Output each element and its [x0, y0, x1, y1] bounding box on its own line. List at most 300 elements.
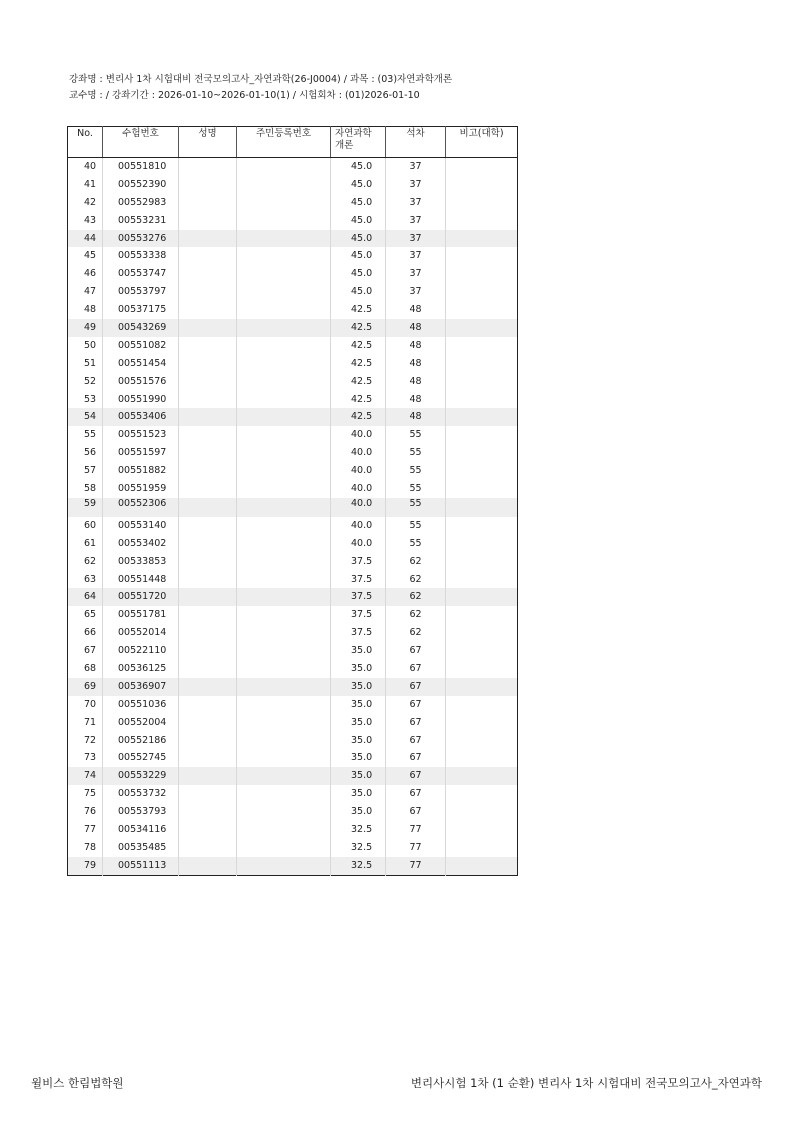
score-cell: 40.0 [331, 480, 386, 498]
resident-number-cell [237, 194, 331, 212]
resident-number-cell [237, 803, 331, 821]
exam-number-cell: 00551720 [103, 588, 179, 606]
exam-number-cell: 00551882 [103, 462, 179, 480]
row-number: 54 [68, 408, 103, 426]
rank-cell: 67 [386, 696, 446, 714]
name-cell [179, 678, 237, 696]
table-row [68, 660, 518, 678]
score-cell: 40.0 [331, 498, 386, 517]
score-cell: 35.0 [331, 767, 386, 785]
table-row [68, 839, 518, 857]
resident-number-cell [237, 408, 331, 426]
score-cell: 32.5 [331, 839, 386, 857]
row-number: 78 [68, 839, 103, 857]
table-row [68, 750, 518, 768]
exam-number-cell: 00536907 [103, 678, 179, 696]
row-number: 40 [68, 158, 103, 176]
resident-number-cell [237, 732, 331, 750]
name-cell [179, 498, 237, 517]
remarks-cell [446, 194, 518, 212]
resident-number-cell [237, 176, 331, 194]
name-cell [179, 767, 237, 785]
score-cell: 45.0 [331, 247, 386, 265]
row-number: 66 [68, 624, 103, 642]
remarks-cell [446, 660, 518, 678]
score-cell: 37.5 [331, 606, 386, 624]
exam-number-cell: 00552390 [103, 176, 179, 194]
score-cell: 35.0 [331, 750, 386, 768]
table-row [68, 337, 518, 355]
table-row [68, 194, 518, 212]
exam-number-cell: 00536125 [103, 660, 179, 678]
name-cell [179, 714, 237, 732]
name-cell [179, 571, 237, 589]
rank-cell: 67 [386, 642, 446, 660]
score-cell: 35.0 [331, 660, 386, 678]
resident-number-cell [237, 571, 331, 589]
remarks-cell [446, 462, 518, 480]
name-cell [179, 265, 237, 283]
score-cell: 35.0 [331, 678, 386, 696]
score-cell: 35.0 [331, 714, 386, 732]
resident-number-cell [237, 480, 331, 498]
rank-cell: 67 [386, 732, 446, 750]
table-row [68, 624, 518, 642]
table-row [68, 247, 518, 265]
col-header-subject: 자연과학 개론 [331, 127, 386, 158]
rank-cell: 55 [386, 426, 446, 444]
rank-cell: 77 [386, 839, 446, 857]
footer-academy-name: 윌비스 한림법학원 [31, 1076, 124, 1090]
row-number: 56 [68, 444, 103, 462]
resident-number-cell [237, 839, 331, 857]
rank-cell: 67 [386, 660, 446, 678]
name-cell [179, 660, 237, 678]
score-cell: 37.5 [331, 571, 386, 589]
exam-number-cell: 00553338 [103, 247, 179, 265]
name-cell [179, 391, 237, 409]
table-row [68, 803, 518, 821]
row-number: 60 [68, 517, 103, 535]
resident-number-cell [237, 642, 331, 660]
score-cell: 35.0 [331, 696, 386, 714]
name-cell [179, 355, 237, 373]
table-row [68, 283, 518, 301]
name-cell [179, 606, 237, 624]
rank-cell: 48 [386, 319, 446, 337]
remarks-cell [446, 319, 518, 337]
rank-cell: 62 [386, 624, 446, 642]
exam-number-cell: 00551082 [103, 337, 179, 355]
rank-cell: 55 [386, 535, 446, 553]
resident-number-cell [237, 750, 331, 768]
rank-cell: 67 [386, 803, 446, 821]
name-cell [179, 230, 237, 248]
name-cell [179, 444, 237, 462]
rank-cell: 62 [386, 606, 446, 624]
table-row [68, 230, 518, 248]
resident-number-cell [237, 301, 331, 319]
remarks-cell [446, 642, 518, 660]
resident-number-cell [237, 319, 331, 337]
instructor-info-line: 교수명 : / 강좌기간 : 2026-01-10~2026-01-10(1) / 시험회차 : (01)2026-01-10 [69, 90, 420, 101]
remarks-cell [446, 480, 518, 498]
score-cell: 40.0 [331, 426, 386, 444]
remarks-cell [446, 767, 518, 785]
exam-number-cell: 00553793 [103, 803, 179, 821]
col-header-no: No. [68, 127, 103, 158]
row-number: 43 [68, 212, 103, 230]
row-number: 50 [68, 337, 103, 355]
rank-cell: 67 [386, 714, 446, 732]
resident-number-cell [237, 391, 331, 409]
resident-number-cell [237, 212, 331, 230]
row-number: 73 [68, 750, 103, 768]
rank-cell: 37 [386, 230, 446, 248]
rank-cell: 62 [386, 571, 446, 589]
row-number: 48 [68, 301, 103, 319]
resident-number-cell [237, 624, 331, 642]
table-row [68, 176, 518, 194]
rank-cell: 62 [386, 588, 446, 606]
rank-cell: 48 [386, 337, 446, 355]
score-cell: 35.0 [331, 732, 386, 750]
col-header-rank: 석차 [386, 127, 446, 158]
remarks-cell [446, 176, 518, 194]
score-cell: 42.5 [331, 337, 386, 355]
resident-number-cell [237, 714, 331, 732]
row-number: 72 [68, 732, 103, 750]
rank-cell: 37 [386, 247, 446, 265]
name-cell [179, 158, 237, 176]
exam-number-cell: 00551454 [103, 355, 179, 373]
row-number: 75 [68, 785, 103, 803]
row-number: 58 [68, 480, 103, 498]
resident-number-cell [237, 678, 331, 696]
row-number: 47 [68, 283, 103, 301]
rank-cell: 48 [386, 408, 446, 426]
score-cell: 37.5 [331, 588, 386, 606]
remarks-cell [446, 624, 518, 642]
name-cell [179, 588, 237, 606]
table-row [68, 571, 518, 589]
exam-number-cell: 00551523 [103, 426, 179, 444]
table-row [68, 606, 518, 624]
exam-number-cell: 00551959 [103, 480, 179, 498]
exam-number-cell: 00553276 [103, 230, 179, 248]
exam-number-cell: 00552306 [103, 498, 179, 517]
table-row [68, 714, 518, 732]
remarks-cell [446, 391, 518, 409]
name-cell [179, 624, 237, 642]
name-cell [179, 696, 237, 714]
remarks-cell [446, 785, 518, 803]
table-row [68, 732, 518, 750]
col-header-remarks: 비고(대학) [446, 127, 518, 158]
exam-number-cell: 00552745 [103, 750, 179, 768]
exam-number-cell: 00551781 [103, 606, 179, 624]
name-cell [179, 319, 237, 337]
remarks-cell [446, 355, 518, 373]
row-number: 67 [68, 642, 103, 660]
table-row [68, 678, 518, 696]
table-row [68, 212, 518, 230]
remarks-cell [446, 517, 518, 535]
score-cell: 42.5 [331, 301, 386, 319]
remarks-cell [446, 535, 518, 553]
remarks-cell [446, 821, 518, 839]
score-cell: 42.5 [331, 319, 386, 337]
remarks-cell [446, 839, 518, 857]
exam-number-cell: 00553747 [103, 265, 179, 283]
remarks-cell [446, 158, 518, 176]
table-row [68, 553, 518, 571]
rank-cell: 55 [386, 517, 446, 535]
score-cell: 40.0 [331, 444, 386, 462]
name-cell [179, 426, 237, 444]
table-row [68, 301, 518, 319]
resident-number-cell [237, 230, 331, 248]
row-number: 64 [68, 588, 103, 606]
score-cell: 37.5 [331, 553, 386, 571]
exam-number-cell: 00552014 [103, 624, 179, 642]
rank-cell: 48 [386, 355, 446, 373]
rank-cell: 48 [386, 391, 446, 409]
row-number: 79 [68, 857, 103, 875]
name-cell [179, 212, 237, 230]
rank-cell: 48 [386, 373, 446, 391]
score-cell: 35.0 [331, 785, 386, 803]
table-row [68, 265, 518, 283]
table-row [68, 821, 518, 839]
exam-number-cell: 00552004 [103, 714, 179, 732]
row-number: 76 [68, 803, 103, 821]
exam-number-cell: 00553229 [103, 767, 179, 785]
name-cell [179, 732, 237, 750]
remarks-cell [446, 301, 518, 319]
col-header-exam-number: 수험번호 [103, 127, 179, 158]
score-cell: 42.5 [331, 408, 386, 426]
row-number: 53 [68, 391, 103, 409]
exam-number-cell: 00551448 [103, 571, 179, 589]
resident-number-cell [237, 462, 331, 480]
table-row [68, 158, 518, 176]
rank-cell: 48 [386, 301, 446, 319]
score-cell: 42.5 [331, 391, 386, 409]
name-cell [179, 553, 237, 571]
score-cell: 35.0 [331, 642, 386, 660]
resident-number-cell [237, 265, 331, 283]
remarks-cell [446, 571, 518, 589]
score-cell: 45.0 [331, 194, 386, 212]
score-cell: 32.5 [331, 857, 386, 875]
remarks-cell [446, 750, 518, 768]
exam-number-cell: 00551113 [103, 857, 179, 875]
exam-number-cell: 00551597 [103, 444, 179, 462]
rank-cell: 37 [386, 158, 446, 176]
remarks-cell [446, 803, 518, 821]
table-row [68, 373, 518, 391]
remarks-cell [446, 857, 518, 875]
exam-number-cell: 00522110 [103, 642, 179, 660]
row-number: 44 [68, 230, 103, 248]
rank-cell: 62 [386, 553, 446, 571]
row-number: 51 [68, 355, 103, 373]
name-cell [179, 750, 237, 768]
exam-number-cell: 00543269 [103, 319, 179, 337]
table-row [68, 444, 518, 462]
remarks-cell [446, 247, 518, 265]
resident-number-cell [237, 588, 331, 606]
exam-number-cell: 00551810 [103, 158, 179, 176]
table-row [68, 696, 518, 714]
rank-cell: 37 [386, 265, 446, 283]
exam-number-cell: 00534116 [103, 821, 179, 839]
exam-number-cell: 00553402 [103, 535, 179, 553]
remarks-cell [446, 337, 518, 355]
row-number: 77 [68, 821, 103, 839]
name-cell [179, 517, 237, 535]
name-cell [179, 821, 237, 839]
name-cell [179, 194, 237, 212]
rank-cell: 37 [386, 212, 446, 230]
remarks-cell [446, 212, 518, 230]
col-header-name: 성명 [179, 127, 237, 158]
score-cell: 40.0 [331, 535, 386, 553]
exam-number-cell: 00552186 [103, 732, 179, 750]
exam-number-cell: 00533853 [103, 553, 179, 571]
score-cell: 42.5 [331, 373, 386, 391]
remarks-cell [446, 732, 518, 750]
course-info-line: 강좌명 : 변리사 1차 시험대비 전국모의고사_자연과학(26-J0004) / 과목 : (03)자연과학개론 [69, 74, 453, 85]
name-cell [179, 283, 237, 301]
score-cell: 37.5 [331, 624, 386, 642]
resident-number-cell [237, 247, 331, 265]
remarks-cell [446, 696, 518, 714]
resident-number-cell [237, 660, 331, 678]
name-cell [179, 535, 237, 553]
row-number: 52 [68, 373, 103, 391]
rank-cell: 67 [386, 678, 446, 696]
row-number: 57 [68, 462, 103, 480]
score-cell: 45.0 [331, 230, 386, 248]
exam-number-cell: 00551576 [103, 373, 179, 391]
table-row [68, 767, 518, 785]
resident-number-cell [237, 857, 331, 875]
score-cell: 32.5 [331, 821, 386, 839]
row-number: 69 [68, 678, 103, 696]
row-number: 42 [68, 194, 103, 212]
row-number: 71 [68, 714, 103, 732]
exam-number-cell: 00535485 [103, 839, 179, 857]
remarks-cell [446, 230, 518, 248]
resident-number-cell [237, 517, 331, 535]
row-number: 59 [68, 498, 103, 517]
exam-number-cell: 00553797 [103, 283, 179, 301]
table-row [68, 588, 518, 606]
row-number: 46 [68, 265, 103, 283]
rank-cell: 37 [386, 176, 446, 194]
name-cell [179, 839, 237, 857]
resident-number-cell [237, 785, 331, 803]
score-cell: 45.0 [331, 158, 386, 176]
name-cell [179, 785, 237, 803]
name-cell [179, 337, 237, 355]
table-row [68, 319, 518, 337]
remarks-cell [446, 373, 518, 391]
row-number: 55 [68, 426, 103, 444]
exam-number-cell: 00551036 [103, 696, 179, 714]
row-number: 41 [68, 176, 103, 194]
score-cell: 35.0 [331, 803, 386, 821]
resident-number-cell [237, 498, 331, 517]
table-row [68, 785, 518, 803]
resident-number-cell [237, 606, 331, 624]
rank-cell: 55 [386, 480, 446, 498]
resident-number-cell [237, 337, 331, 355]
name-cell [179, 480, 237, 498]
table-row [68, 642, 518, 660]
footer-exam-title: 변리사시험 1차 (1 순환) 변리사 1차 시험대비 전국모의고사_자연과학 [410, 1076, 762, 1090]
resident-number-cell [237, 158, 331, 176]
rank-cell: 67 [386, 767, 446, 785]
table-row [68, 408, 518, 426]
remarks-cell [446, 283, 518, 301]
col-header-resident-number: 주민등록번호 [237, 127, 331, 158]
table-row [68, 391, 518, 409]
name-cell [179, 408, 237, 426]
rank-cell: 67 [386, 785, 446, 803]
rank-cell: 37 [386, 283, 446, 301]
score-cell: 45.0 [331, 283, 386, 301]
row-number: 70 [68, 696, 103, 714]
score-table [67, 126, 518, 876]
remarks-cell [446, 265, 518, 283]
resident-number-cell [237, 821, 331, 839]
resident-number-cell [237, 283, 331, 301]
exam-number-cell: 00553231 [103, 212, 179, 230]
table-row [68, 462, 518, 480]
exam-number-cell: 00552983 [103, 194, 179, 212]
table-row [68, 535, 518, 553]
name-cell [179, 462, 237, 480]
remarks-cell [446, 553, 518, 571]
resident-number-cell [237, 767, 331, 785]
row-number: 61 [68, 535, 103, 553]
score-cell: 42.5 [331, 355, 386, 373]
remarks-cell [446, 714, 518, 732]
row-number: 65 [68, 606, 103, 624]
rank-cell: 67 [386, 750, 446, 768]
table-row [68, 355, 518, 373]
remarks-cell [446, 444, 518, 462]
row-number: 62 [68, 553, 103, 571]
name-cell [179, 301, 237, 319]
remarks-cell [446, 498, 518, 517]
name-cell [179, 176, 237, 194]
remarks-cell [446, 426, 518, 444]
rank-cell: 77 [386, 821, 446, 839]
name-cell [179, 803, 237, 821]
exam-number-cell: 00553732 [103, 785, 179, 803]
rank-cell: 55 [386, 462, 446, 480]
resident-number-cell [237, 535, 331, 553]
rank-cell: 55 [386, 444, 446, 462]
rank-cell: 77 [386, 857, 446, 875]
table-row [68, 517, 518, 535]
resident-number-cell [237, 355, 331, 373]
row-number: 68 [68, 660, 103, 678]
